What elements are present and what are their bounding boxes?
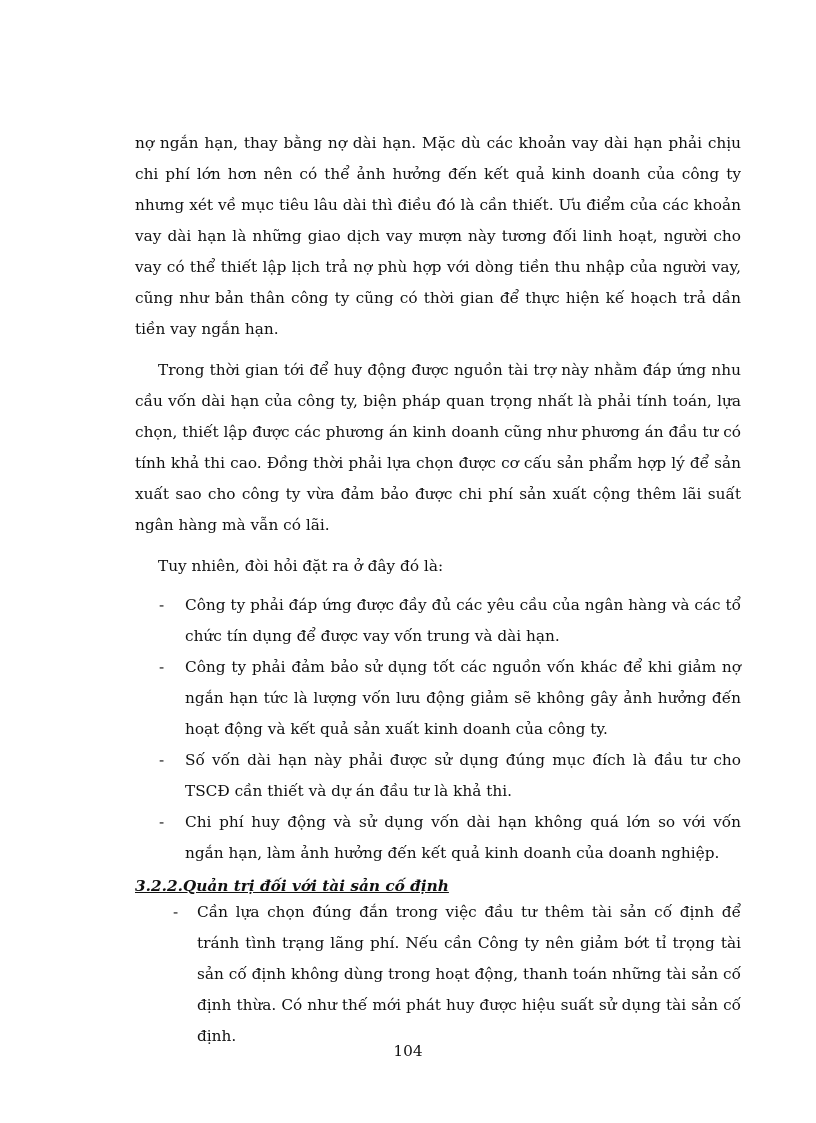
dash-bullet: - (159, 658, 165, 676)
list-item (135, 807, 741, 869)
list-item (135, 745, 741, 807)
dash-bullet: - (159, 813, 165, 831)
paragraph-funding-plan: Trong thời gian tới để huy động được nguồn tài trợ này nhằm đáp ứng nhu cầu vốn dài hạn của công ty, biện pháp quan trọng nhất là phải tính toán, lựa chọn, thiết lập được các phương án kinh doanh cũng như phương án đầu tư có tính khả thi cao. Đồng thời phải lựa chọn được cơ cấu sản phẩm hợp lý để sản xuất sao cho công ty vừa đảm bảo được chi phí sản xuất cộng thêm lãi suất ngân hàng mà vẫn có lãi. (135, 361, 741, 534)
paragraph-loan-structure: nợ ngắn hạn, thay bằng nợ dài hạn. Mặc dù các khoản vay dài hạn phải chịu chi phí lớn hơn nên có thể ảnh hưởng đến kết quả kinh doanh của công ty nhưng xét về mục tiêu lâu dài thì điều đó là cần thiết. Ưu điểm của các khoản vay dài hạn là những giao dịch vay mượn này tương đối linh hoạt, người cho vay có thể thiết lập lịch trả nợ phù hợp với dòng tiền thu nhập của người vay, cũng như bản thân công ty cũng có thời gian để thực hiện kế hoạch trả dần tiền vay ngắn hạn. (135, 134, 741, 338)
page-number: 104 (393, 1042, 423, 1060)
paragraph-requirements-intro: Tuy nhiên, đòi hỏi đặt ra ở đây đó là: (158, 557, 444, 575)
requirements-list (135, 590, 741, 869)
list-item (135, 590, 741, 652)
section-heading-fixed-assets: 3.2.2.Quản trị đối với tài sản cố định (135, 877, 449, 895)
dash-bullet: - (159, 751, 165, 769)
page-content (135, 128, 741, 1052)
section-body-text: Cần lựa chọn đúng đắn trong việc đầu tư thêm tài sản cố định để tránh tình trạng lãng phí. Nếu cần Công ty nên giảm bớt tỉ trọng tài sản cố định không dùng trong hoạt động, thanh toán những tài sản cố định thừa. Có như thế mới phát huy được hiệu suất sử dụng tài sản cố định. (197, 903, 741, 1045)
list-item-text: Số vốn dài hạn này phải được sử dụng đúng mục đích là đầu tư cho TSCĐ cần thiết và dự án đầu tư là khả thi. (185, 751, 741, 800)
list-item-text: Công ty phải đáp ứng được đầy đủ các yêu cầu của ngân hàng và các tổ chức tín dụng để được vay vốn trung và dài hạn. (185, 596, 741, 645)
dash-bullet: - (173, 903, 179, 921)
list-item-text: Chi phí huy động và sử dụng vốn dài hạn không quá lớn so với vốn ngắn hạn, làm ảnh hưởng đến kết quả kinh doanh của doanh nghiệp. (185, 813, 741, 862)
list-item (135, 652, 741, 745)
section-body-fixed-assets (173, 897, 741, 1052)
dash-bullet: - (159, 596, 165, 614)
list-item-text: Công ty phải đảm bảo sử dụng tốt các nguồn vốn khác để khi giảm nợ ngắn hạn tức là lượng vốn lưu động giảm sẽ không gây ảnh hưởng đến hoạt động và kết quả sản xuất kinh doanh của công ty. (185, 658, 741, 738)
